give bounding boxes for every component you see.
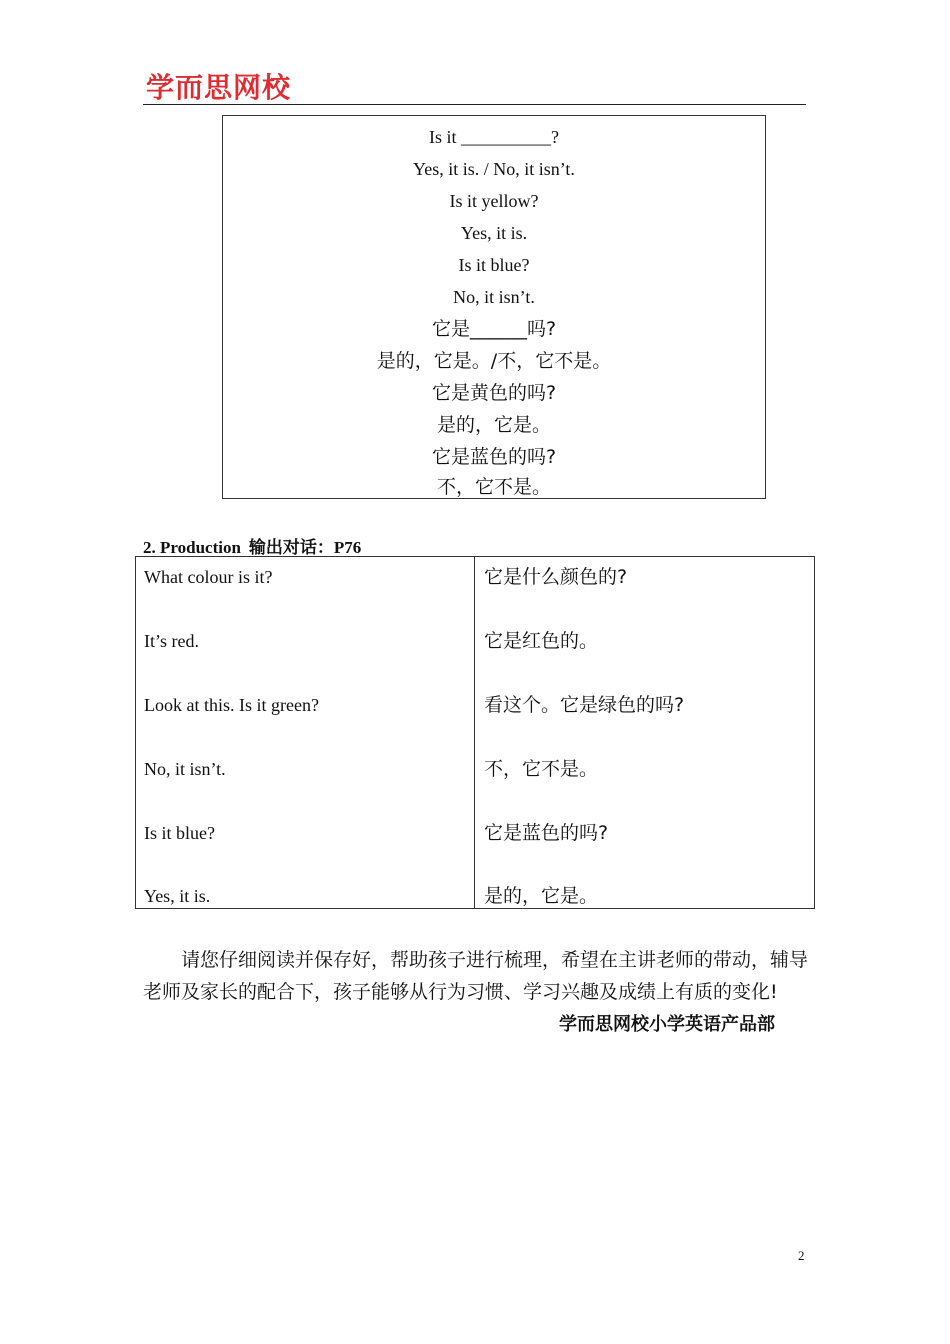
brand-logo: 学而思网校: [146, 71, 292, 104]
pattern-line: No, it isn’t.: [453, 287, 535, 307]
dialog-cell-zh: 它是红色的。: [484, 630, 599, 652]
dialog-cell-zh: 它是什么颜色的?: [484, 566, 628, 588]
sentence-pattern-box: [222, 115, 766, 499]
dialog-cell-zh: 它是蓝色的吗?: [484, 822, 609, 844]
dialog-cell-en: No, it isn’t.: [144, 759, 226, 779]
pattern-line: 它是黄色的吗?: [431, 382, 557, 404]
dialog-cell-zh: 不，它不是。: [484, 758, 599, 780]
pattern-line: 它是______吗?: [431, 318, 557, 340]
parent-note-line: 老师及家长的配合下，孩子能够从行为习惯、学习兴趣及成绩上有质的变化!: [143, 981, 778, 1003]
section-title-en: 2. Production: [143, 538, 241, 557]
pattern-line: 它是蓝色的吗?: [431, 446, 557, 468]
pattern-line: 是的，它是。/不，它不是。: [376, 350, 612, 372]
parent-note-line: 请您仔细阅读并保存好，帮助孩子进行梳理，希望在主讲老师的带动，辅导: [181, 949, 809, 971]
header-divider: [143, 104, 806, 105]
dialog-cell-en: What colour is it?: [144, 567, 273, 587]
pattern-line: 是的，它是。: [436, 414, 551, 436]
pattern-line: 不，它不是。: [436, 476, 551, 498]
page-number: 2: [798, 1248, 805, 1263]
pattern-line: Yes, it is.: [460, 223, 528, 243]
pattern-line: Yes, it is. / No, it isn’t.: [413, 159, 575, 179]
dialog-cell-en: It’s red.: [144, 631, 199, 651]
section-title: [143, 533, 361, 558]
section-title-zh: 输出对话：: [248, 538, 334, 558]
pattern-line: Is it blue?: [458, 255, 530, 275]
dialog-table: [135, 556, 815, 909]
dialog-cell-en: Look at this. Is it green?: [144, 695, 319, 715]
section-page-ref: P76: [333, 538, 362, 557]
department-signature: 学而思网校小学英语产品部: [559, 1014, 775, 1035]
dialog-cell-en: Yes, it is.: [144, 886, 211, 906]
pattern-line: Is it __________?: [429, 127, 559, 147]
dialog-cell-zh: 看这个。它是绿色的吗?: [484, 694, 685, 716]
dialog-cell-zh: 是的，它是。: [484, 885, 599, 907]
pattern-line: Is it yellow?: [449, 191, 539, 211]
dialog-cell-en: Is it blue?: [144, 823, 215, 843]
column-divider: [474, 557, 475, 908]
